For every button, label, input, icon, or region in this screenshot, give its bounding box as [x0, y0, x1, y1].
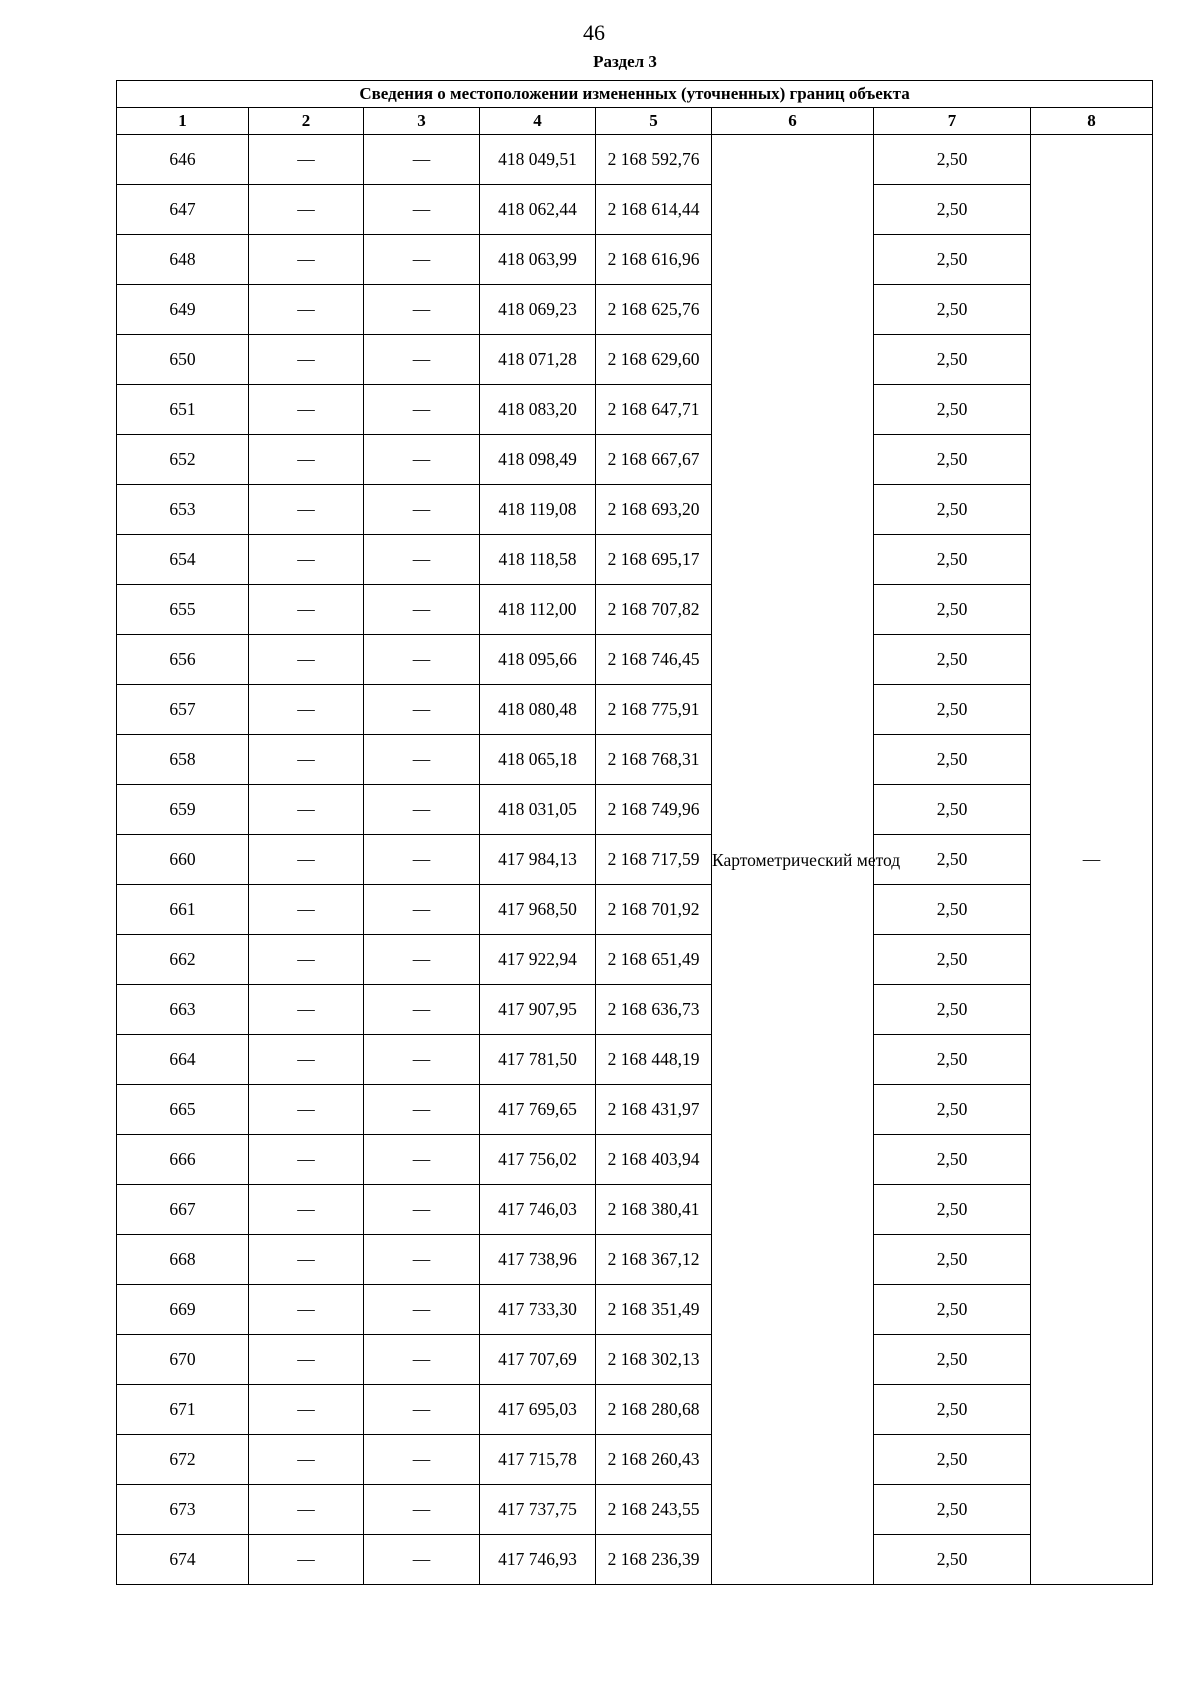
- x-coordinate-cell: 417 746,93: [480, 1535, 596, 1585]
- table-row: [117, 1535, 1153, 1585]
- accuracy-cell: 2,50: [874, 1485, 1031, 1535]
- empty-cell: —: [249, 1085, 364, 1135]
- point-number-cell: 671: [117, 1385, 249, 1435]
- empty-cell: —: [364, 1385, 480, 1435]
- x-coordinate-cell: 417 715,78: [480, 1435, 596, 1485]
- table-row: [117, 1135, 1153, 1185]
- y-coordinate-cell: 2 168 351,49: [596, 1285, 712, 1335]
- accuracy-cell: 2,50: [874, 285, 1031, 335]
- table-row: [117, 835, 1153, 885]
- x-coordinate-cell: 417 746,03: [480, 1185, 596, 1235]
- table-row: [117, 1085, 1153, 1135]
- column-header: 2: [249, 108, 364, 135]
- y-coordinate-cell: 2 168 695,17: [596, 535, 712, 585]
- accuracy-cell: 2,50: [874, 1335, 1031, 1385]
- y-coordinate-cell: 2 168 260,43: [596, 1435, 712, 1485]
- accuracy-cell: 2,50: [874, 1035, 1031, 1085]
- empty-cell: —: [364, 635, 480, 685]
- empty-cell: —: [364, 1285, 480, 1335]
- x-coordinate-cell: 417 907,95: [480, 985, 596, 1035]
- empty-cell: —: [364, 835, 480, 885]
- empty-cell: —: [249, 435, 364, 485]
- table-body: [117, 135, 1153, 1585]
- y-coordinate-cell: 2 168 403,94: [596, 1135, 712, 1185]
- empty-cell: —: [249, 535, 364, 585]
- empty-cell: —: [364, 185, 480, 235]
- empty-cell: —: [364, 135, 480, 185]
- y-coordinate-cell: 2 168 746,45: [596, 635, 712, 685]
- y-coordinate-cell: 2 168 636,73: [596, 985, 712, 1035]
- x-coordinate-cell: 418 062,44: [480, 185, 596, 235]
- table-row: [117, 1385, 1153, 1435]
- empty-cell: —: [249, 935, 364, 985]
- column-header: 6: [712, 108, 874, 135]
- y-coordinate-cell: 2 168 629,60: [596, 335, 712, 385]
- table-row: [117, 285, 1153, 335]
- empty-cell: —: [364, 435, 480, 485]
- empty-cell: —: [364, 385, 480, 435]
- x-coordinate-cell: 418 083,20: [480, 385, 596, 435]
- accuracy-cell: 2,50: [874, 235, 1031, 285]
- table-row: [117, 585, 1153, 635]
- empty-cell: —: [249, 1535, 364, 1585]
- accuracy-cell: 2,50: [874, 1385, 1031, 1435]
- x-coordinate-cell: 417 968,50: [480, 885, 596, 935]
- point-number-cell: 666: [117, 1135, 249, 1185]
- y-coordinate-cell: 2 168 592,76: [596, 135, 712, 185]
- table-row: [117, 1035, 1153, 1085]
- x-coordinate-cell: 417 984,13: [480, 835, 596, 885]
- column-header: 8: [1031, 108, 1153, 135]
- empty-cell: —: [364, 1235, 480, 1285]
- point-number-cell: 654: [117, 535, 249, 585]
- empty-cell: —: [364, 535, 480, 585]
- x-coordinate-cell: 417 737,75: [480, 1485, 596, 1535]
- method-cell: Картометрический метод: [712, 135, 874, 1585]
- boundary-coordinates-table: [116, 80, 1153, 1585]
- x-coordinate-cell: 418 098,49: [480, 435, 596, 485]
- empty-cell: —: [249, 285, 364, 335]
- y-coordinate-cell: 2 168 280,68: [596, 1385, 712, 1435]
- accuracy-cell: 2,50: [874, 1085, 1031, 1135]
- table-row: [117, 385, 1153, 435]
- empty-cell: —: [249, 335, 364, 385]
- table-row: [117, 535, 1153, 585]
- empty-cell: —: [249, 235, 364, 285]
- x-coordinate-cell: 418 118,58: [480, 535, 596, 585]
- y-coordinate-cell: 2 168 616,96: [596, 235, 712, 285]
- empty-cell: —: [364, 685, 480, 735]
- x-coordinate-cell: 418 112,00: [480, 585, 596, 635]
- point-number-cell: 672: [117, 1435, 249, 1485]
- y-coordinate-cell: 2 168 775,91: [596, 685, 712, 735]
- empty-cell: —: [364, 985, 480, 1035]
- x-coordinate-cell: 418 031,05: [480, 785, 596, 835]
- x-coordinate-cell: 418 071,28: [480, 335, 596, 385]
- accuracy-cell: 2,50: [874, 835, 1031, 885]
- x-coordinate-cell: 418 069,23: [480, 285, 596, 335]
- x-coordinate-cell: 417 781,50: [480, 1035, 596, 1085]
- y-coordinate-cell: 2 168 448,19: [596, 1035, 712, 1085]
- accuracy-cell: 2,50: [874, 135, 1031, 185]
- empty-cell: —: [249, 385, 364, 435]
- point-number-cell: 660: [117, 835, 249, 885]
- y-coordinate-cell: 2 168 768,31: [596, 735, 712, 785]
- empty-cell: —: [364, 1435, 480, 1485]
- table-row: [117, 235, 1153, 285]
- page-number: 46: [583, 20, 605, 45]
- x-coordinate-cell: 418 049,51: [480, 135, 596, 185]
- table-row: [117, 435, 1153, 485]
- empty-cell: —: [249, 1385, 364, 1435]
- y-coordinate-cell: 2 168 367,12: [596, 1235, 712, 1285]
- table-row: [117, 335, 1153, 385]
- x-coordinate-cell: 417 756,02: [480, 1135, 596, 1185]
- empty-cell: —: [364, 885, 480, 935]
- accuracy-cell: 2,50: [874, 185, 1031, 235]
- point-number-cell: 670: [117, 1335, 249, 1385]
- y-coordinate-cell: 2 168 431,97: [596, 1085, 712, 1135]
- accuracy-cell: 2,50: [874, 485, 1031, 535]
- table-row: [117, 135, 1153, 185]
- accuracy-cell: 2,50: [874, 535, 1031, 585]
- y-coordinate-cell: 2 168 693,20: [596, 485, 712, 535]
- point-number-cell: 661: [117, 885, 249, 935]
- y-coordinate-cell: 2 168 647,71: [596, 385, 712, 435]
- empty-cell: —: [249, 1285, 364, 1335]
- y-coordinate-cell: 2 168 667,67: [596, 435, 712, 485]
- point-number-cell: 663: [117, 985, 249, 1035]
- y-coordinate-cell: 2 168 707,82: [596, 585, 712, 635]
- empty-cell: —: [364, 1085, 480, 1135]
- empty-cell: —: [364, 485, 480, 535]
- accuracy-cell: 2,50: [874, 435, 1031, 485]
- accuracy-cell: 2,50: [874, 585, 1031, 635]
- table-row: [117, 1485, 1153, 1535]
- point-number-cell: 658: [117, 735, 249, 785]
- accuracy-cell: 2,50: [874, 685, 1031, 735]
- x-coordinate-cell: 417 738,96: [480, 1235, 596, 1285]
- y-coordinate-cell: 2 168 651,49: [596, 935, 712, 985]
- empty-cell: —: [249, 635, 364, 685]
- y-coordinate-cell: 2 168 236,39: [596, 1535, 712, 1585]
- y-coordinate-cell: 2 168 717,59: [596, 835, 712, 885]
- empty-cell: —: [364, 335, 480, 385]
- empty-cell: —: [364, 1035, 480, 1085]
- point-number-cell: 649: [117, 285, 249, 335]
- accuracy-cell: 2,50: [874, 1285, 1031, 1335]
- column-header: 3: [364, 108, 480, 135]
- x-coordinate-cell: 417 733,30: [480, 1285, 596, 1335]
- accuracy-cell: 2,50: [874, 635, 1031, 685]
- y-coordinate-cell: 2 168 243,55: [596, 1485, 712, 1535]
- table-row: [117, 685, 1153, 735]
- empty-cell: —: [249, 185, 364, 235]
- table-row: [117, 1435, 1153, 1485]
- table-row: [117, 785, 1153, 835]
- point-number-cell: 662: [117, 935, 249, 985]
- empty-cell: —: [364, 285, 480, 335]
- point-number-cell: 652: [117, 435, 249, 485]
- empty-cell: —: [364, 1335, 480, 1385]
- point-number-cell: 657: [117, 685, 249, 735]
- empty-cell: —: [249, 785, 364, 835]
- y-coordinate-cell: 2 168 701,92: [596, 885, 712, 935]
- table-row: [117, 185, 1153, 235]
- table-row: [117, 1335, 1153, 1385]
- accuracy-cell: 2,50: [874, 885, 1031, 935]
- table-caption: Сведения о местоположении измененных (уточненных) границ объекта: [117, 81, 1153, 108]
- x-coordinate-cell: 418 080,48: [480, 685, 596, 735]
- table-row: [117, 985, 1153, 1035]
- empty-cell: —: [364, 585, 480, 635]
- y-coordinate-cell: 2 168 749,96: [596, 785, 712, 835]
- x-coordinate-cell: 418 063,99: [480, 235, 596, 285]
- point-number-cell: 667: [117, 1185, 249, 1235]
- empty-cell: —: [249, 885, 364, 935]
- empty-cell: —: [364, 235, 480, 285]
- y-coordinate-cell: 2 168 625,76: [596, 285, 712, 335]
- column-header: 5: [596, 108, 712, 135]
- empty-cell: —: [249, 685, 364, 735]
- empty-cell: —: [249, 1335, 364, 1385]
- point-number-cell: 653: [117, 485, 249, 535]
- empty-cell: —: [249, 1185, 364, 1235]
- empty-cell: —: [249, 985, 364, 1035]
- empty-cell: —: [249, 485, 364, 535]
- empty-cell: —: [364, 1485, 480, 1535]
- column-header: 7: [874, 108, 1031, 135]
- empty-cell: —: [249, 1435, 364, 1485]
- table-row: [117, 735, 1153, 785]
- accuracy-cell: 2,50: [874, 1535, 1031, 1585]
- table-row: [117, 485, 1153, 535]
- empty-cell: —: [249, 835, 364, 885]
- empty-cell: —: [364, 935, 480, 985]
- accuracy-cell: 2,50: [874, 1235, 1031, 1285]
- section-title: Раздел 3: [593, 52, 657, 71]
- x-coordinate-cell: 417 922,94: [480, 935, 596, 985]
- table-row: [117, 1285, 1153, 1335]
- accuracy-cell: 2,50: [874, 1185, 1031, 1235]
- x-coordinate-cell: 417 707,69: [480, 1335, 596, 1385]
- empty-cell: —: [364, 1135, 480, 1185]
- x-coordinate-cell: 417 695,03: [480, 1385, 596, 1435]
- empty-cell: —: [364, 735, 480, 785]
- point-number-cell: 659: [117, 785, 249, 835]
- x-coordinate-cell: 417 769,65: [480, 1085, 596, 1135]
- empty-cell: —: [249, 1485, 364, 1535]
- table-row: [117, 1185, 1153, 1235]
- point-number-cell: 669: [117, 1285, 249, 1335]
- empty-cell: —: [249, 585, 364, 635]
- point-number-cell: 648: [117, 235, 249, 285]
- x-coordinate-cell: 418 119,08: [480, 485, 596, 535]
- empty-cell: —: [364, 1185, 480, 1235]
- empty-cell: —: [249, 135, 364, 185]
- accuracy-cell: 2,50: [874, 1135, 1031, 1185]
- note-cell: —: [1031, 135, 1153, 1585]
- accuracy-cell: 2,50: [874, 735, 1031, 785]
- point-number-cell: 656: [117, 635, 249, 685]
- y-coordinate-cell: 2 168 302,13: [596, 1335, 712, 1385]
- table-row: [117, 1235, 1153, 1285]
- point-number-cell: 650: [117, 335, 249, 385]
- y-coordinate-cell: 2 168 614,44: [596, 185, 712, 235]
- accuracy-cell: 2,50: [874, 985, 1031, 1035]
- accuracy-cell: 2,50: [874, 935, 1031, 985]
- empty-cell: —: [364, 1535, 480, 1585]
- column-header: 4: [480, 108, 596, 135]
- empty-cell: —: [249, 1035, 364, 1085]
- table-row: [117, 635, 1153, 685]
- empty-cell: —: [249, 1135, 364, 1185]
- y-coordinate-cell: 2 168 380,41: [596, 1185, 712, 1235]
- point-number-cell: 673: [117, 1485, 249, 1535]
- empty-cell: —: [364, 785, 480, 835]
- x-coordinate-cell: 418 095,66: [480, 635, 596, 685]
- table-row: [117, 885, 1153, 935]
- empty-cell: —: [249, 1235, 364, 1285]
- table-row: [117, 935, 1153, 985]
- point-number-cell: 655: [117, 585, 249, 635]
- accuracy-cell: 2,50: [874, 785, 1031, 835]
- x-coordinate-cell: 418 065,18: [480, 735, 596, 785]
- point-number-cell: 674: [117, 1535, 249, 1585]
- accuracy-cell: 2,50: [874, 1435, 1031, 1485]
- point-number-cell: 646: [117, 135, 249, 185]
- empty-cell: —: [249, 735, 364, 785]
- point-number-cell: 651: [117, 385, 249, 435]
- accuracy-cell: 2,50: [874, 385, 1031, 435]
- point-number-cell: 664: [117, 1035, 249, 1085]
- column-header: 1: [117, 108, 249, 135]
- point-number-cell: 665: [117, 1085, 249, 1135]
- accuracy-cell: 2,50: [874, 335, 1031, 385]
- point-number-cell: 647: [117, 185, 249, 235]
- point-number-cell: 668: [117, 1235, 249, 1285]
